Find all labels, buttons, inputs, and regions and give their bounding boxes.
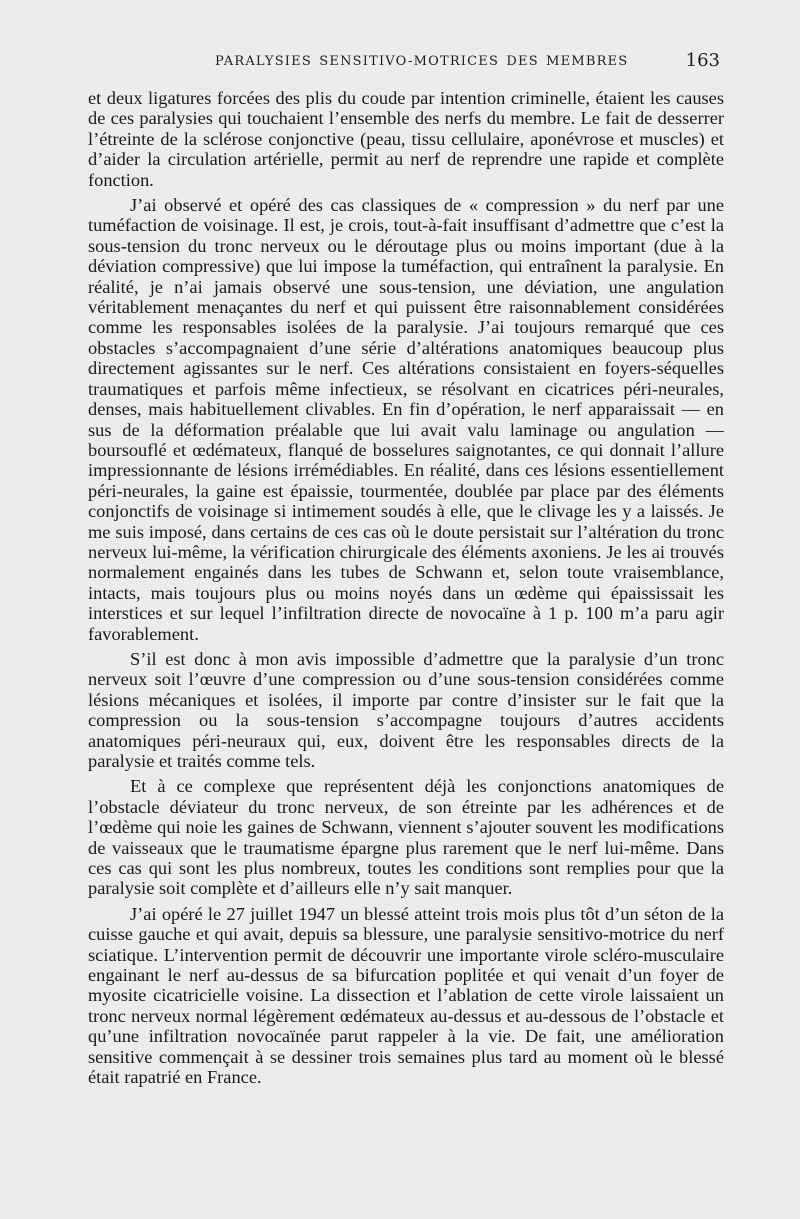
paragraph-continuation: et deux ligatures forcées des plis du coude par intention criminelle, étaient les causes de ces paralysies qui touchaient l’ensemble des nerfs du membre. Le fait de desserrer l’étreinte de la sclérose conjonctive (peau, tissu cellulaire, aponévrose et muscles) et d’aider la circulation artérielle, permit au nerf de reprendre une rapide et complète fonction. [88, 88, 724, 190]
page-number: 163 [685, 50, 720, 71]
paragraph-case-report: J’ai opéré le 27 juillet 1947 un blessé atteint trois mois plus tôt d’un séton de la cuisse gauche et qui avait, depuis sa blessure, une paralysie sensitivo-motrice du nerf sciatique. L’intervention permit de découvrir une importante virole scléro-musculaire engainant le nerf au-dessus de sa bifurcation poplitée et qui venait d’un foyer de myosite cicatricielle voisine. La dissection et l’ablation de cette virole laissaient un tronc nerveux normal légèrement œdémateux au-dessus et au-dessous de l’obstacle et qu’une infiltration novocaïnée parut rappeler à la vie. De fait, une amélioration sensitive commençait à se dessiner trois semaines plus tard au moment où le blessé était rapatrié en France. [88, 903, 724, 1088]
paragraph-conclusion-paralysis: S’il est donc à mon avis impossible d’admettre que la paralysie d’un tronc nerveux soit l’œuvre d’une compression ou d’une sous-tension considérées comme lésions mécaniques et isolées, il importe par contre d’insister sur le fait que la compression ou la sous-tension s’accompagne toujours d’autres accidents anatomiques péri-neuraux qui, eux, doivent être les responsables directs de la paralysie et traités comme tels. [88, 648, 724, 771]
paragraph-anatomic-complex: Et à ce complexe que représentent déjà les conjonctions anatomiques de l’obstacle déviateur du tronc nerveux, de son étreinte par les adhérences et de l’œdème qui noie les gaines de Schwann, viennent s’ajouter souvent les modifications de vaisseaux que le traumatisme épargne plus rarement que le nerf lui-même. Dans ces cas qui sont les plus nombreux, toutes les conditions sont remplies pour que la paralysie soit complète et d’ailleurs elle n’y sait manquer. [88, 776, 724, 899]
paragraph-compression-cases: J’ai observé et opéré des cas classiques de « compression » du nerf par une tuméfaction de voisinage. Il est, je crois, tout-à-fait insuffisant d’admettre que c’est la sous-tension du tronc nerveux ou le déroutage plus ou moins important (due à la déviation compressive) que lui impose la tuméfaction, qui entraînent la paralysie. En réalité, je n’ai jamais observé une sous-tension, une déviation, une angulation véritablement menaçantes du nerf et qui puissent être raisonnablement considérées comme les responsables isolées de la paralysie. J’ai toujours remarqué que ces obstacles s’accompagnaient d’une série d’altérations anatomiques beaucoup plus directement agissantes sur le nerf. Ces altérations consistaient en foyers-séquelles traumatiques et parfois même infectieux, se résolvant en cicatrices péri-neurales, denses, mais habituellement clivables. En fin d’opération, le nerf apparaissait — en sus de la déformation préalable que lui avait valu laminage ou angulation — boursouflé et œdémateux, flanqué de bosselures saignotantes, ce qui donnait l’allure impressionnante de lésions irrémédiables. En réalité, dans ces lésions essentiellement péri-neurales, la gaine est épaissie, tourmentée, doublée par place par des éléments conjonctifs de voisinage si intimement soudés à elle, que le clivage les y a laissés. Je me suis imposé, dans certains de ces cas où le doute persistait sur l’altération du tronc nerveux lui-même, la vérification chirurgicale des éléments axoniens. Je les ai trouvés normalement engainés dans les tubes de Schwann et, selon toute vraisemblance, intacts, mais toujours plus ou moins noyés dans un œdème qui épaississait les interstices et sur lequel l’infiltration directe de novocaïne à 1 p. 100 m’a paru agir favorablement. [88, 195, 724, 644]
running-head [88, 50, 720, 74]
body-text [88, 88, 724, 1093]
running-title: PARALYSIES SENSITIVO-MOTRICES DES MEMBRES [215, 54, 629, 69]
